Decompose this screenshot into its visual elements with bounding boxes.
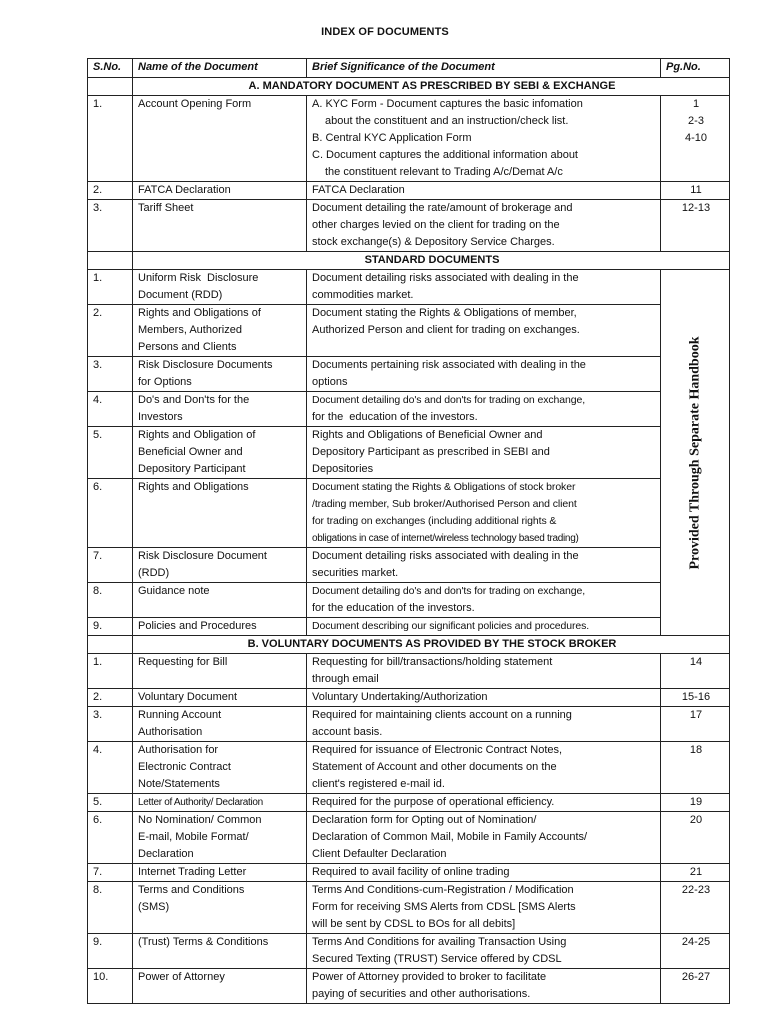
sno-cell: 6.: [88, 812, 133, 864]
text-line: Power of Attorney provided to broker to facilitate: [312, 971, 547, 983]
sno-cell: 3.: [88, 707, 133, 742]
text-line: securities market.: [312, 567, 399, 579]
document-name-cell: [133, 969, 307, 1004]
text-line: Investors: [138, 411, 183, 423]
document-name-cell: [133, 427, 307, 479]
section-heading-standard: STANDARD DOCUMENTS: [133, 252, 730, 270]
sno-cell: 8.: [88, 882, 133, 934]
table-row: [88, 270, 730, 305]
text-line: No Nomination/ Common: [138, 814, 262, 826]
page-number-cell: 15-16: [661, 689, 730, 707]
page-number-cell: [661, 200, 730, 252]
brief-cell: [307, 882, 661, 934]
text-line: for Options: [138, 376, 192, 388]
text-line: account basis.: [312, 726, 383, 738]
document-name-cell: [133, 357, 307, 392]
table-row: [88, 934, 730, 969]
page-number-cell: 19: [661, 794, 730, 812]
sno-cell: 9.: [88, 618, 133, 636]
sno-cell: 7.: [88, 548, 133, 583]
page-number-cell: 22-23: [661, 882, 730, 934]
text-line: for the education of the investors.: [312, 411, 478, 423]
table-row: [88, 812, 730, 864]
text-line: Requesting for Bill: [138, 656, 228, 668]
text-line: 11: [690, 184, 702, 196]
table-row: [88, 357, 730, 392]
section-blank: [88, 252, 133, 270]
table-row: [88, 689, 730, 707]
handbook-side-cell: [661, 270, 730, 636]
brief-cell: [307, 742, 661, 794]
text-line: 4-10: [684, 132, 708, 144]
text-line: for the education of the investors.: [312, 602, 475, 614]
sno-cell: 1.: [88, 654, 133, 689]
header-pg: Pg.No.: [661, 59, 730, 78]
table-row: [88, 742, 730, 794]
section-row-mandatory: [88, 78, 730, 96]
document-name-cell: [133, 654, 307, 689]
text-line: (RDD): [138, 567, 170, 579]
text-line: Declaration form for Opting out of Nomination/: [312, 814, 537, 826]
text-line: Document (RDD): [138, 289, 223, 301]
text-line: Rights and Obligations: [138, 481, 249, 493]
brief-cell: [307, 618, 661, 636]
text-line: A. KYC Form - Document captures the basic infomation: [312, 98, 583, 110]
text-line: Statement of Account and other documents on the: [312, 761, 557, 773]
document-name-cell: Tariff Sheet: [133, 200, 307, 252]
page-title: INDEX OF DOCUMENTS: [321, 26, 449, 38]
text-line: 2-3: [688, 115, 704, 127]
sno-cell: 7.: [88, 864, 133, 882]
text-line: Electronic Contract: [138, 761, 231, 773]
brief-cell: [307, 392, 661, 427]
text-line: Documents pertaining risk associated with dealing in the: [312, 359, 586, 371]
text-line: Policies and Procedures: [138, 620, 257, 632]
sno-cell: 1.: [88, 270, 133, 305]
text-line: Letter of Authority/ Declaration: [138, 797, 263, 808]
page-number-cell: 20: [661, 812, 730, 864]
text-line: Rights and Obligations of Beneficial Owner and: [312, 429, 543, 441]
text-line: Internet Trading Letter: [138, 866, 247, 878]
brief-cell: [307, 812, 661, 864]
table-row: [88, 305, 730, 357]
text-line: Client Defaulter Declaration: [312, 848, 447, 860]
section-blank: [88, 636, 133, 654]
page-number-cell: 17: [661, 707, 730, 742]
sno-cell: 6.: [88, 479, 133, 548]
text-line: Document stating the Rights & Obligations of stock broker: [312, 481, 576, 493]
table-row: [88, 548, 730, 583]
brief-cell: [307, 479, 661, 548]
table-row: [88, 969, 730, 1004]
text-line: Depositories: [312, 463, 374, 475]
text-line: Document detailing do's and don'ts for trading on exchange,: [312, 394, 586, 406]
sno-cell: 2.: [88, 305, 133, 357]
text-line: FATCA Declaration: [312, 184, 405, 196]
text-line: (SMS): [138, 901, 170, 913]
text-line: Form for receiving SMS Alerts from CDSL [SMS Alerts: [312, 901, 576, 913]
header-name: Name of the Document: [133, 59, 307, 78]
text-line: (Trust) Terms & Conditions: [138, 936, 269, 948]
text-line: Risk Disclosure Documents: [138, 359, 273, 371]
sno-cell: 3.: [88, 200, 133, 252]
brief-cell: [307, 689, 661, 707]
text-line: Terms And Conditions-cum-Registration / Modification: [312, 884, 574, 896]
text-line: E-mail, Mobile Format/: [138, 831, 249, 843]
document-name-cell: FATCA Declaration: [133, 182, 307, 200]
sno-cell: 8.: [88, 583, 133, 618]
sno-cell: 5.: [88, 427, 133, 479]
text-line: Power of Attorney: [138, 971, 225, 983]
table-row: [88, 392, 730, 427]
text-line: will be sent by CDSL to BOs for all debits]: [312, 918, 516, 930]
text-line: Do's and Don'ts for the: [138, 394, 250, 406]
sno-cell: 2.: [88, 182, 133, 200]
page-number-cell: 21: [661, 864, 730, 882]
text-line: Required for maintaining clients account on a running: [312, 709, 572, 721]
text-line: Required for issuance of Electronic Contract Notes,: [312, 744, 563, 756]
document-name-cell: [133, 583, 307, 618]
page-number-cell: 18: [661, 742, 730, 794]
brief-cell: [307, 182, 661, 200]
brief-cell: [307, 969, 661, 1004]
brief-cell: [307, 864, 661, 882]
page-number-cell: [661, 182, 730, 200]
document-name-cell: [133, 882, 307, 934]
text-line: commodities market.: [312, 289, 414, 301]
text-line: Running Account: [138, 709, 222, 721]
table-row: [88, 864, 730, 882]
section-row-standard: [88, 252, 730, 270]
text-line: stock exchange(s) & Depository Service Charges.: [312, 236, 555, 248]
text-line: Document detailing risks associated with dealing in the: [312, 550, 579, 562]
page-number-cell: 14: [661, 654, 730, 689]
text-line: Authorisation: [138, 726, 203, 738]
text-line: Declaration of Common Mail, Mobile in Family Accounts/: [312, 831, 588, 843]
text-line: options: [312, 376, 348, 388]
document-name-cell: [133, 548, 307, 583]
text-line: Depository Participant: [138, 463, 246, 475]
text-line: paying of securities and other authorisations.: [312, 988, 531, 1000]
text-line: Persons and Clients: [138, 341, 237, 353]
table-row: [88, 479, 730, 548]
header-sno: S.No.: [88, 59, 133, 78]
text-line: Risk Disclosure Document: [138, 550, 267, 562]
brief-cell: [307, 96, 661, 182]
brief-cell: [307, 934, 661, 969]
text-line: Beneficial Owner and: [138, 446, 243, 458]
text-line: Guidance note: [138, 585, 210, 597]
text-line: Authorisation for: [138, 744, 219, 756]
text-line: Rights and Obligation of: [138, 429, 256, 441]
text-line: Document describing our significant policies and procedures.: [312, 620, 590, 632]
handbook-side-label: Provided Through Separate Handbook: [687, 335, 703, 570]
sno-cell: 3.: [88, 357, 133, 392]
text-line: Requesting for bill/transactions/holding statement: [312, 656, 553, 668]
section-blank: [88, 78, 133, 96]
brief-cell: [307, 305, 661, 357]
text-line: Document detailing the rate/amount of brokerage and: [312, 202, 573, 214]
sno-cell: 9.: [88, 934, 133, 969]
document-name-cell: [133, 270, 307, 305]
sno-cell: 1.: [88, 96, 133, 182]
table-row: [88, 182, 730, 200]
table-row: [88, 200, 730, 252]
text-line: the constituent relevant to Trading A/c/Demat A/c: [325, 166, 563, 178]
text-line: Authorized Person and client for trading on exchanges.: [312, 324, 580, 336]
brief-cell: [307, 583, 661, 618]
text-line: Required for the purpose of operational efficiency.: [312, 796, 555, 808]
text-line: obligations in case of internet/wireless technology based trading): [312, 533, 579, 544]
text-line: Terms And Conditions for availing Transaction Using: [312, 936, 567, 948]
table-body: [88, 78, 730, 1004]
text-line: about the constituent and an instruction/check list.: [325, 115, 569, 127]
table-row: [88, 882, 730, 934]
document-name-cell: [133, 707, 307, 742]
brief-cell: [307, 200, 661, 252]
text-line: client's registered e-mail id.: [312, 778, 445, 790]
brief-cell: [307, 548, 661, 583]
text-line: C. Document captures the additional information about: [312, 149, 578, 161]
brief-cell: [307, 794, 661, 812]
text-line: Depository Participant as prescribed in SEBI and: [312, 446, 550, 458]
sno-cell: 2.: [88, 689, 133, 707]
text-line: for trading on exchanges (including additional rights &: [312, 515, 557, 527]
page-number-cell: 26-27: [661, 969, 730, 1004]
document-name-cell: [133, 392, 307, 427]
text-line: Document detailing do's and don'ts for trading on exchange,: [312, 585, 586, 597]
document-name-cell: [133, 934, 307, 969]
table-row: [88, 794, 730, 812]
text-line: 1: [692, 98, 700, 110]
header-brief: Brief Significance of the Document: [307, 59, 661, 78]
text-line: Document detailing risks associated with dealing in the: [312, 272, 579, 284]
section-row-voluntary: [88, 636, 730, 654]
text-line: Required to avail facility of online trading: [312, 866, 510, 878]
text-line: other charges levied on the client for trading on the: [312, 219, 560, 231]
sno-cell: 5.: [88, 794, 133, 812]
text-line: through email: [312, 673, 379, 685]
text-line: Secured Texting (TRUST) Service offered by CDSL: [312, 953, 562, 965]
page-number-cell: 24-25: [661, 934, 730, 969]
text-line: B. Central KYC Application Form: [312, 132, 472, 144]
brief-cell: [307, 707, 661, 742]
document-name-cell: [133, 864, 307, 882]
text-line: Declaration: [138, 848, 194, 860]
brief-cell: [307, 427, 661, 479]
text-line: Uniform Risk Disclosure: [138, 272, 259, 284]
text-line: Rights and Obligations of: [138, 307, 261, 319]
document-name-cell: [133, 689, 307, 707]
text-line: 12-13: [681, 202, 711, 214]
text-line: /trading member, Sub broker/Authorised Person and client: [312, 498, 577, 510]
document-name-cell: [133, 742, 307, 794]
document-name-cell: [133, 305, 307, 357]
page-number-cell: [661, 96, 730, 182]
table-row: [88, 618, 730, 636]
table-row: [88, 654, 730, 689]
table-row: [88, 427, 730, 479]
sno-cell: 4.: [88, 392, 133, 427]
document-name-cell: [133, 618, 307, 636]
sno-cell: 10.: [88, 969, 133, 1004]
sno-cell: 4.: [88, 742, 133, 794]
brief-cell: [307, 357, 661, 392]
brief-cell: [307, 654, 661, 689]
section-heading-mandatory: A. MANDATORY DOCUMENT AS PRESCRIBED BY SEBI & EXCHANGE: [133, 78, 730, 96]
brief-cell: [307, 270, 661, 305]
text-line: Voluntary Undertaking/Authorization: [312, 691, 488, 703]
table-row: [88, 707, 730, 742]
document-name-cell: [133, 812, 307, 864]
documents-index-table: [87, 58, 730, 1004]
table-row: [88, 96, 730, 182]
section-heading-voluntary: B. VOLUNTARY DOCUMENTS AS PROVIDED BY THE STOCK BROKER: [133, 636, 730, 654]
text-line: Members, Authorized: [138, 324, 242, 336]
text-line: Voluntary Document: [138, 691, 238, 703]
text-line: Terms and Conditions: [138, 884, 245, 896]
table-header-row: [88, 59, 730, 78]
text-line: Document stating the Rights & Obligations of member,: [312, 307, 577, 319]
text-line: Note/Statements: [138, 778, 220, 790]
document-name-cell: [133, 794, 307, 812]
table-row: [88, 583, 730, 618]
document-name-cell: [133, 479, 307, 548]
document-name-cell: Account Opening Form: [133, 96, 307, 182]
